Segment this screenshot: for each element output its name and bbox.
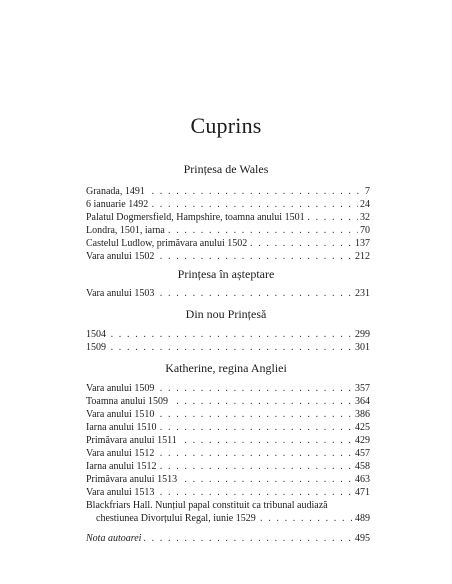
toc-entry-title: Iarna anului 1510	[86, 422, 157, 433]
toc-entry-title: Toamna anului 1509	[86, 396, 169, 407]
toc-entry-page: 386	[355, 409, 370, 420]
toc-entry-page: 489	[355, 513, 370, 524]
toc-entry[interactable]	[86, 434, 370, 447]
toc-entry[interactable]	[86, 473, 370, 486]
toc-entry-page: 24	[360, 199, 370, 210]
toc-entry-title: Vara anului 1512	[86, 448, 155, 459]
toc-entry-title: Iarna anului 1512	[86, 461, 157, 472]
page-title: Cuprins	[190, 113, 262, 138]
toc-entry-page: 70	[360, 225, 370, 236]
toc-entry[interactable]	[86, 198, 370, 211]
toc-entry-page: 429	[355, 435, 370, 446]
leader-dots	[86, 328, 370, 341]
toc-entry-title: 6 ianuarie 1492	[86, 199, 149, 210]
toc-entry-title: 1504	[86, 329, 106, 340]
toc-entry-page: 458	[355, 461, 370, 472]
toc-entry-title: Vara anului 1513	[86, 487, 155, 498]
toc-entry-title: Palatul Dogmersfield, Hampshire, toamna anului 1501	[86, 212, 305, 223]
section-heading-katherine-regina-angliei: Katherine, regina Angliei	[165, 361, 287, 375]
toc-entry-page: 231	[355, 288, 370, 299]
toc-entry[interactable]	[86, 447, 370, 460]
toc-entry[interactable]	[86, 421, 370, 434]
toc-entry[interactable]	[86, 408, 370, 421]
toc-entry-title-line1[interactable]: Blackfriars Hall. Nunțiul papal constituit ca tribunal audiază	[86, 500, 328, 511]
section-heading-printesa-in-asteptare: Prințesa în așteptare	[177, 267, 275, 281]
toc-entry-title: Vara anului 1503	[86, 288, 155, 299]
toc-entry[interactable]	[86, 328, 370, 341]
toc-entry-page: 301	[355, 342, 370, 353]
toc-entry[interactable]	[86, 237, 370, 250]
section-heading-printesa-de-wales: Prințesa de Wales	[183, 162, 269, 176]
toc-entry-page: 425	[355, 422, 370, 433]
toc-entry-page: 299	[355, 329, 370, 340]
toc-entry[interactable]	[86, 395, 370, 408]
toc-entry-page: 364	[355, 396, 370, 407]
toc-entry-title: Castelul Ludlow, primăvara anului 1502	[86, 238, 248, 249]
toc-entry-page: 471	[355, 487, 370, 498]
toc-entry-title: Primăvara anului 1511	[86, 435, 177, 446]
toc-entry-title-line2: chestiunea Divorțului Regal, iunie 1529	[96, 513, 256, 524]
toc-entry-title: Vara anului 1502	[86, 251, 155, 262]
toc-entry-title: Londra, 1501, iarna	[86, 225, 165, 236]
toc-entry-title: Vara anului 1509	[86, 383, 155, 394]
toc-entry[interactable]	[86, 224, 370, 237]
toc-entry-title: Vara anului 1510	[86, 409, 155, 420]
toc-entry-page: 463	[355, 474, 370, 485]
toc-entry-page: 137	[355, 238, 370, 249]
toc-entry-page: 32	[360, 212, 370, 223]
section-heading-din-nou-printesa: Din nou Prințesă	[185, 307, 267, 321]
toc-entry[interactable]	[86, 250, 370, 263]
toc-entry[interactable]	[86, 287, 370, 300]
toc-entry-page: 357	[355, 383, 370, 394]
toc-entry-title: Primăvara anului 1513	[86, 474, 178, 485]
toc-entry[interactable]	[86, 185, 370, 198]
toc-entry-page: 457	[355, 448, 370, 459]
toc-entry-title: Nota autoarei	[86, 533, 142, 544]
toc-entry[interactable]	[86, 341, 370, 354]
toc-entry-page: 212	[355, 251, 370, 262]
toc-entry-title: 1509	[86, 342, 106, 353]
toc-entry-nota-autoarei[interactable]	[86, 532, 370, 545]
toc-entry[interactable]	[86, 460, 370, 473]
toc-entry-page: 7	[365, 186, 370, 197]
toc-entry[interactable]	[86, 486, 370, 499]
toc-entry[interactable]	[86, 382, 370, 395]
toc-entry[interactable]	[86, 211, 370, 224]
toc-entry-page: 495	[355, 533, 370, 544]
toc-entry-title: Granada, 1491	[86, 186, 145, 197]
leader-dots	[86, 341, 370, 354]
toc-entry[interactable]	[96, 512, 370, 525]
